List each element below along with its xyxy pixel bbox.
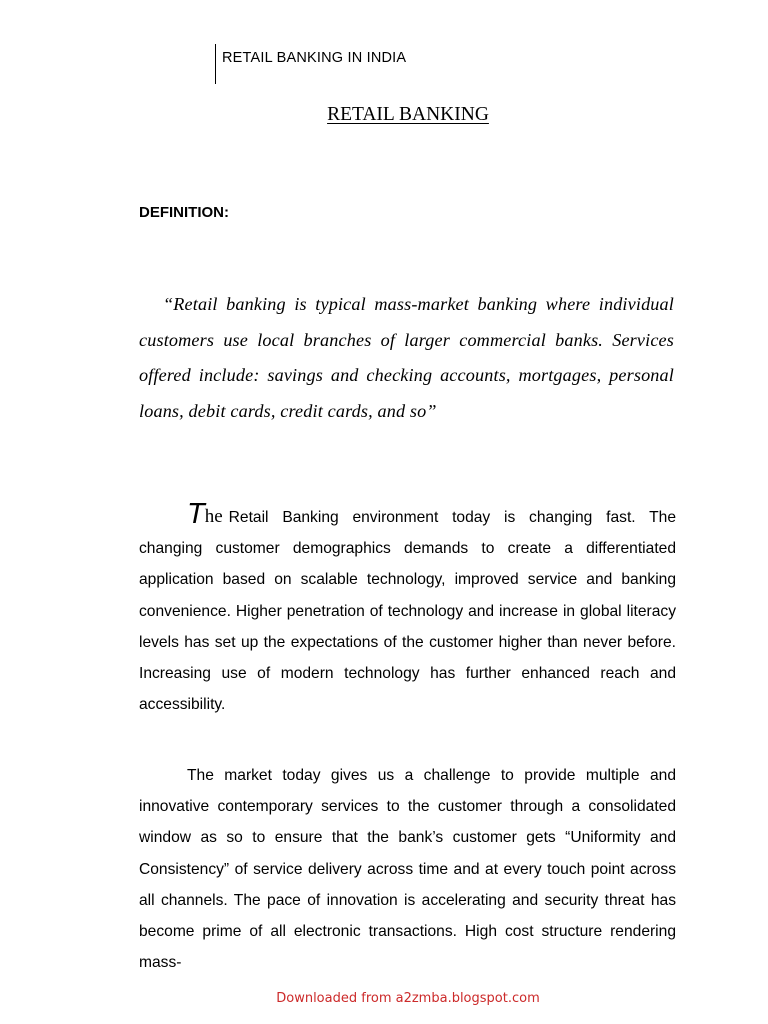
drop-cap-letter: T	[187, 498, 205, 530]
body-paragraph-2: The market today gives us a challenge to provide multiple and innovative contemporary services to the customer through a consolidated window as so to ensure that the bank’s customer gets “Uniformity and Consistency” of service delivery across time and at every touch point across all channels. The pace of innovation is accelerating and security threat has become prime of all electronic transactions. High cost structure rendering mass-	[139, 767, 676, 972]
body-paragraph-1-text: Retail Banking environment today is changing fast. The changing customer demographics demands to create a differentiated application based on scalable technology, improved service and banking convenience. Higher penetration of technology and increase in global literacy levels has set up the expectations of the customer higher than never before. Increasing use of modern technology has further enhanced reach and accessibility.	[139, 509, 676, 714]
page-title: RETAIL BANKING	[327, 104, 489, 125]
drop-cap-rest: he	[204, 506, 223, 527]
header-divider	[215, 44, 216, 84]
definition-quote: “Retail banking is typical mass-market banking where individual customers use local branches of larger commercial banks. Services offered include: savings and checking accounts, mortgages, personal loans, debit cards, credit cards, and so”	[139, 294, 674, 421]
body-paragraph-1	[139, 498, 676, 720]
definition-heading: DEFINITION:	[139, 204, 229, 221]
download-source-footer: Downloaded from a2zmba.blogspot.com	[276, 991, 540, 1006]
drop-cap	[187, 498, 223, 533]
running-header: RETAIL BANKING IN INDIA	[222, 50, 407, 66]
